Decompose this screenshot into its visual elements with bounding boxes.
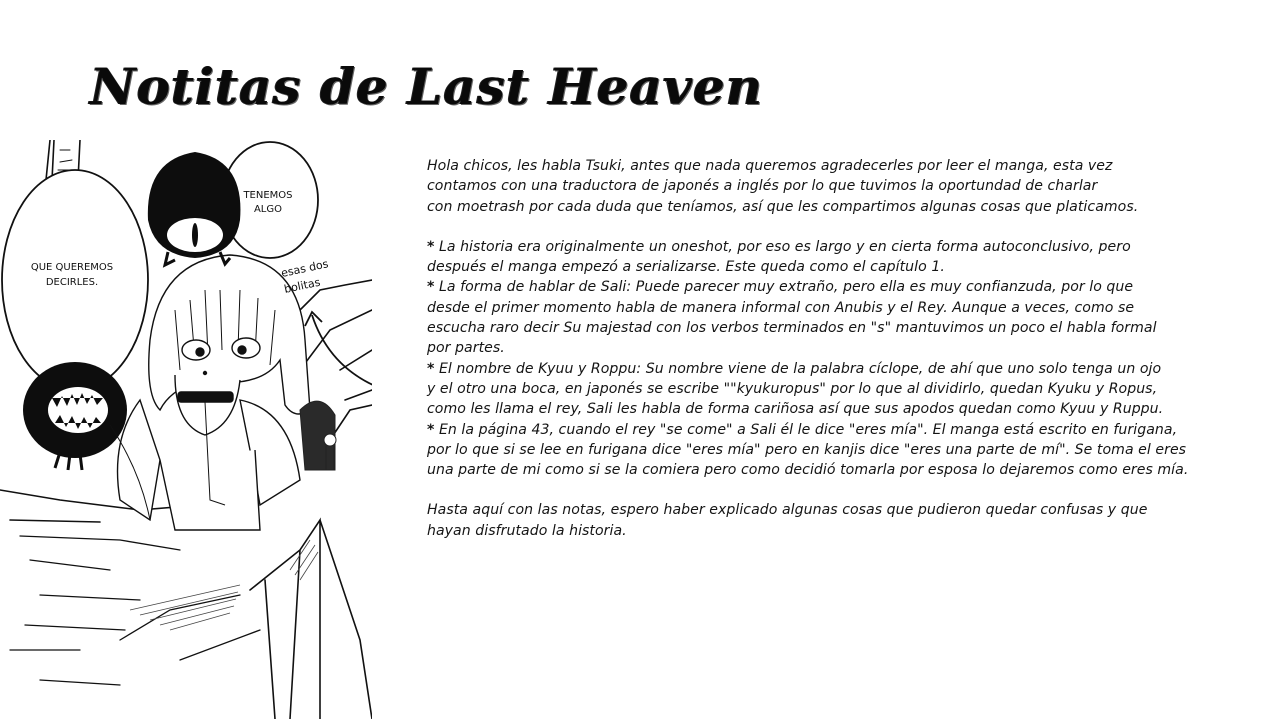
note-line: por partes. — [427, 340, 505, 357]
kyuu-cyclops-blob — [148, 152, 241, 265]
intro-line: contamos con una traductora de japonés a inglés por lo que tuvimos la oportundad de charlar — [427, 178, 1098, 195]
note-item-sali-speech — [427, 277, 1227, 358]
closing-paragraph — [427, 500, 1227, 541]
collar-band — [178, 392, 233, 402]
note-line: después el manga empezó a serializarse. Este queda como el capítulo 1. — [427, 259, 945, 276]
note-line: por lo que si se lee en furigana dice "eres mía" pero en kanjis dice "eres una parte de mí". Se toma el eres — [427, 441, 1187, 458]
bubble-left-line-1: QUE QUEREMOS — [30, 262, 114, 273]
bullet-asterisk-icon: * — [427, 238, 435, 255]
closing-line: Hasta aquí con las notas, espero haber explicado algunas cosas que pudieron quedar confusas y que — [427, 502, 1148, 519]
note-line: como les llama el rey, Sali les habla de forma cariñosa así que sus apodos quedan como Kyuu y Ruppu. — [427, 401, 1164, 418]
note-line: escucha raro decir Su majestad con los verbos terminados en "s" mantuvimos un poco el habla formal — [427, 320, 1157, 337]
bullet-asterisk-icon: * — [427, 421, 435, 438]
note-line: El nombre de Kyuu y Roppu: Su nombre viene de la palabra cíclope, de ahí que uno solo tenga un ojo — [434, 360, 1162, 377]
notes-body — [427, 156, 1227, 541]
intro-paragraph — [427, 156, 1227, 217]
note-line: En la página 43, cuando el rey "se come" a Sali él le dice "eres mía". El manga está escrito en furigana, — [434, 421, 1178, 438]
pillar-shape — [46, 140, 54, 180]
page-title: Notitas de Last Heaven — [90, 56, 764, 116]
bubble-top-line-2: ALGO — [253, 204, 283, 215]
note-line: La historia era originalmente un oneshot, por eso es largo y en cierta forma autoconclusivo, pero — [434, 238, 1131, 255]
bubble-top-line-1: TENEMOS — [243, 190, 293, 201]
annotation-line-1: esas dos — [279, 257, 330, 280]
note-line: La forma de hablar de Sali: Puede parecer muy extraño, pero ella es muy confianzuda, por lo que — [434, 279, 1134, 296]
note-item-oneshot — [427, 237, 1227, 278]
intro-line: Hola chicos, les habla Tsuki, antes que nada queremos agradecerles por leer el manga, esta vez — [427, 158, 1113, 174]
bullet-asterisk-icon: * — [427, 360, 435, 377]
note-item-page-43 — [427, 420, 1227, 481]
intro-line: con moetrash por cada duda que teníamos, así que les compartimos algunas cosas que platicamos. — [427, 198, 1139, 215]
note-line: desde el primer momento habla de manera informal con Anubis y el Rey. Aunque a veces, como se — [427, 299, 1135, 316]
note-line: una parte de mi como si se la comiera pero como decidió tomarla por esposa lo dejaremos como eres mía. — [427, 462, 1189, 479]
bubble-left-line-2: DECIRLES. — [45, 277, 99, 288]
manga-illustration — [0, 140, 372, 719]
closing-line: hayan disfrutado la historia. — [427, 522, 627, 539]
annotation-line-2: bolitas — [282, 275, 322, 296]
note-item-kyuu-roppu — [427, 359, 1227, 420]
note-line: y el otro una boca, en japonés se escribe ""kyukuropus" por lo que al dividirlo, quedan Kyuku y Ropus, — [427, 380, 1158, 397]
bullet-asterisk-icon: * — [427, 279, 435, 296]
